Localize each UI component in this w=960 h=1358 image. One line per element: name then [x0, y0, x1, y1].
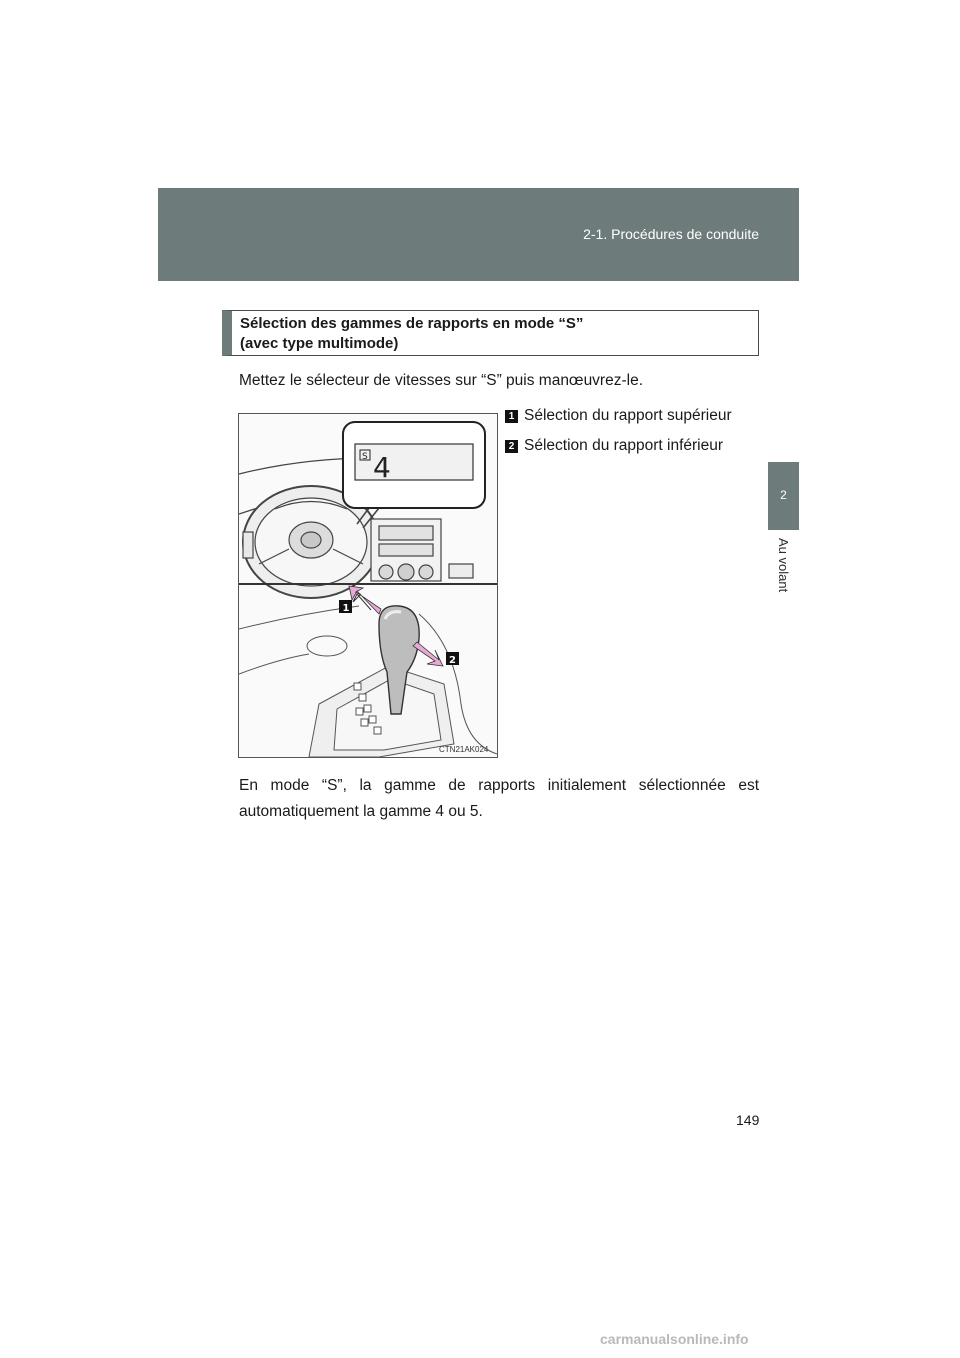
- watermark: carmanualsonline.info: [600, 1331, 749, 1347]
- callout-2-badge: 2: [449, 655, 456, 666]
- legend-item-1: [505, 407, 732, 425]
- body-paragraph: En mode “S”, la gamme de rapports initialement sélectionnée est automatiquement la gamme 4 ou 5.: [239, 777, 759, 820]
- figure-code: CTN21AK024: [439, 745, 489, 754]
- gear-shift-illustration: [238, 413, 498, 758]
- callout-1-badge: 1: [342, 603, 350, 614]
- illustration-svg: [239, 414, 497, 757]
- number-badge-icon: 1: [505, 410, 518, 423]
- chapter-number: 2: [780, 488, 787, 502]
- intro-text: Mettez le sélecteur de vitesses sur “S” puis manœuvrez-le.: [239, 372, 643, 389]
- display-mode-indicator: S: [362, 452, 368, 462]
- section-heading: 2-1. Procédures de conduite: [583, 226, 759, 242]
- section-title-box: [222, 310, 759, 356]
- header-band: [158, 188, 799, 281]
- number-badge-icon: 2: [505, 440, 518, 453]
- chapter-tab: [768, 462, 799, 530]
- page-number: 149: [736, 1112, 760, 1128]
- section-title-line1: Sélection des gammes de rapports en mode “S”: [240, 315, 584, 332]
- section-title: [240, 314, 583, 354]
- legend-text: Sélection du rapport supérieur: [524, 407, 732, 424]
- legend-text: Sélection du rapport inférieur: [524, 437, 724, 454]
- section-title-line2: (avec type multimode): [240, 335, 399, 352]
- legend-item-2: [505, 437, 723, 455]
- chapter-label: Au volant: [776, 538, 791, 593]
- display-gear-number: 4: [373, 451, 391, 484]
